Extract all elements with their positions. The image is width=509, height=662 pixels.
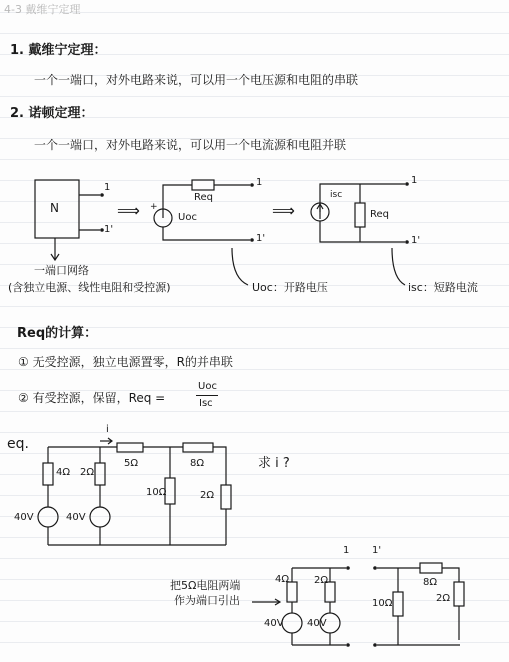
split-note-line2: 作为端口引出 [174,594,240,607]
split-terminal-1p: 1' [372,545,382,556]
arrow-2: ⟹ [272,201,295,220]
v2-label: 40V [66,512,86,523]
r2b-label: 2Ω [200,490,215,501]
n-terminal-1: 1 [104,182,111,193]
split-resistor-4ohm [287,582,297,602]
r5-label: 5Ω [124,458,139,469]
req-label-1: Req [194,192,213,203]
norton-body: 一个一端口，对外电路来说，可以用一个电流源和电阻并联 [34,138,347,152]
port-note-line2: (含独立电源、线性电阻和受控源) [8,281,171,294]
split-resistor-2ohm-b [454,582,464,606]
r4-label: 4Ω [56,467,71,478]
norton-heading: 2. 诺顿定理： [10,106,94,121]
v1-label: 40V [14,512,34,523]
n-label: N [50,201,59,215]
uoc-note: Uoc：开路电压 [252,281,328,294]
norton-terminal-1: 1 [411,175,418,186]
split-resistor-10ohm [393,592,403,616]
split-r2a-label: 2Ω [314,575,329,586]
split-resistor-8ohm [420,563,442,573]
n-terminal-1p: 1' [104,224,114,235]
req-calc-item-1: ① 无受控源，独立电源置零，R的并串联 [18,355,233,369]
r8-label: 8Ω [190,458,205,469]
uoc-label: Uoc [178,212,197,223]
frac-numerator: Uoc [198,381,217,392]
req-calc-item-2: ② 有受控源，保留，Req = [18,391,166,405]
split-r8-label: 8Ω [423,577,438,588]
page-title: 4-3 戴维宁定理 [4,3,81,16]
thevenin-heading: 1. 戴维宁定理： [10,43,107,58]
current-label: i [106,424,109,435]
frac-denominator: Isc [199,398,213,409]
thevenin-terminal-1: 1 [256,177,263,188]
split-terminal-1: 1 [343,545,350,556]
isc-label: isc [330,190,343,200]
r10-label: 10Ω [146,487,167,498]
plus-sign: + [150,202,158,212]
arrow-1: ⟹ [117,201,140,220]
example-label: eq. [7,436,29,452]
split-v1-label: 40V [264,618,284,629]
port-note-line1: 一端口网络 [34,264,89,277]
example-question: 求 i ? [258,456,290,471]
norton-terminal-1p: 1' [411,235,421,246]
req-calc-heading: Req的计算： [17,326,98,341]
thevenin-terminal-1p: 1' [256,233,266,244]
split-r4-label: 4Ω [275,574,290,585]
thevenin-body: 一个一端口，对外电路来说，可以用一个电压源和电阻的串联 [34,73,359,87]
r2a-label: 2Ω [80,467,95,478]
split-v2-label: 40V [307,618,327,629]
split-r10-label: 10Ω [372,598,393,609]
split-note-line1: 把5Ω电阻两端 [170,579,241,592]
req-label-2: Req [370,209,389,220]
split-source-1 [282,613,302,633]
isc-note: isc：短路电流 [408,281,478,294]
split-r2b-label: 2Ω [436,593,451,604]
